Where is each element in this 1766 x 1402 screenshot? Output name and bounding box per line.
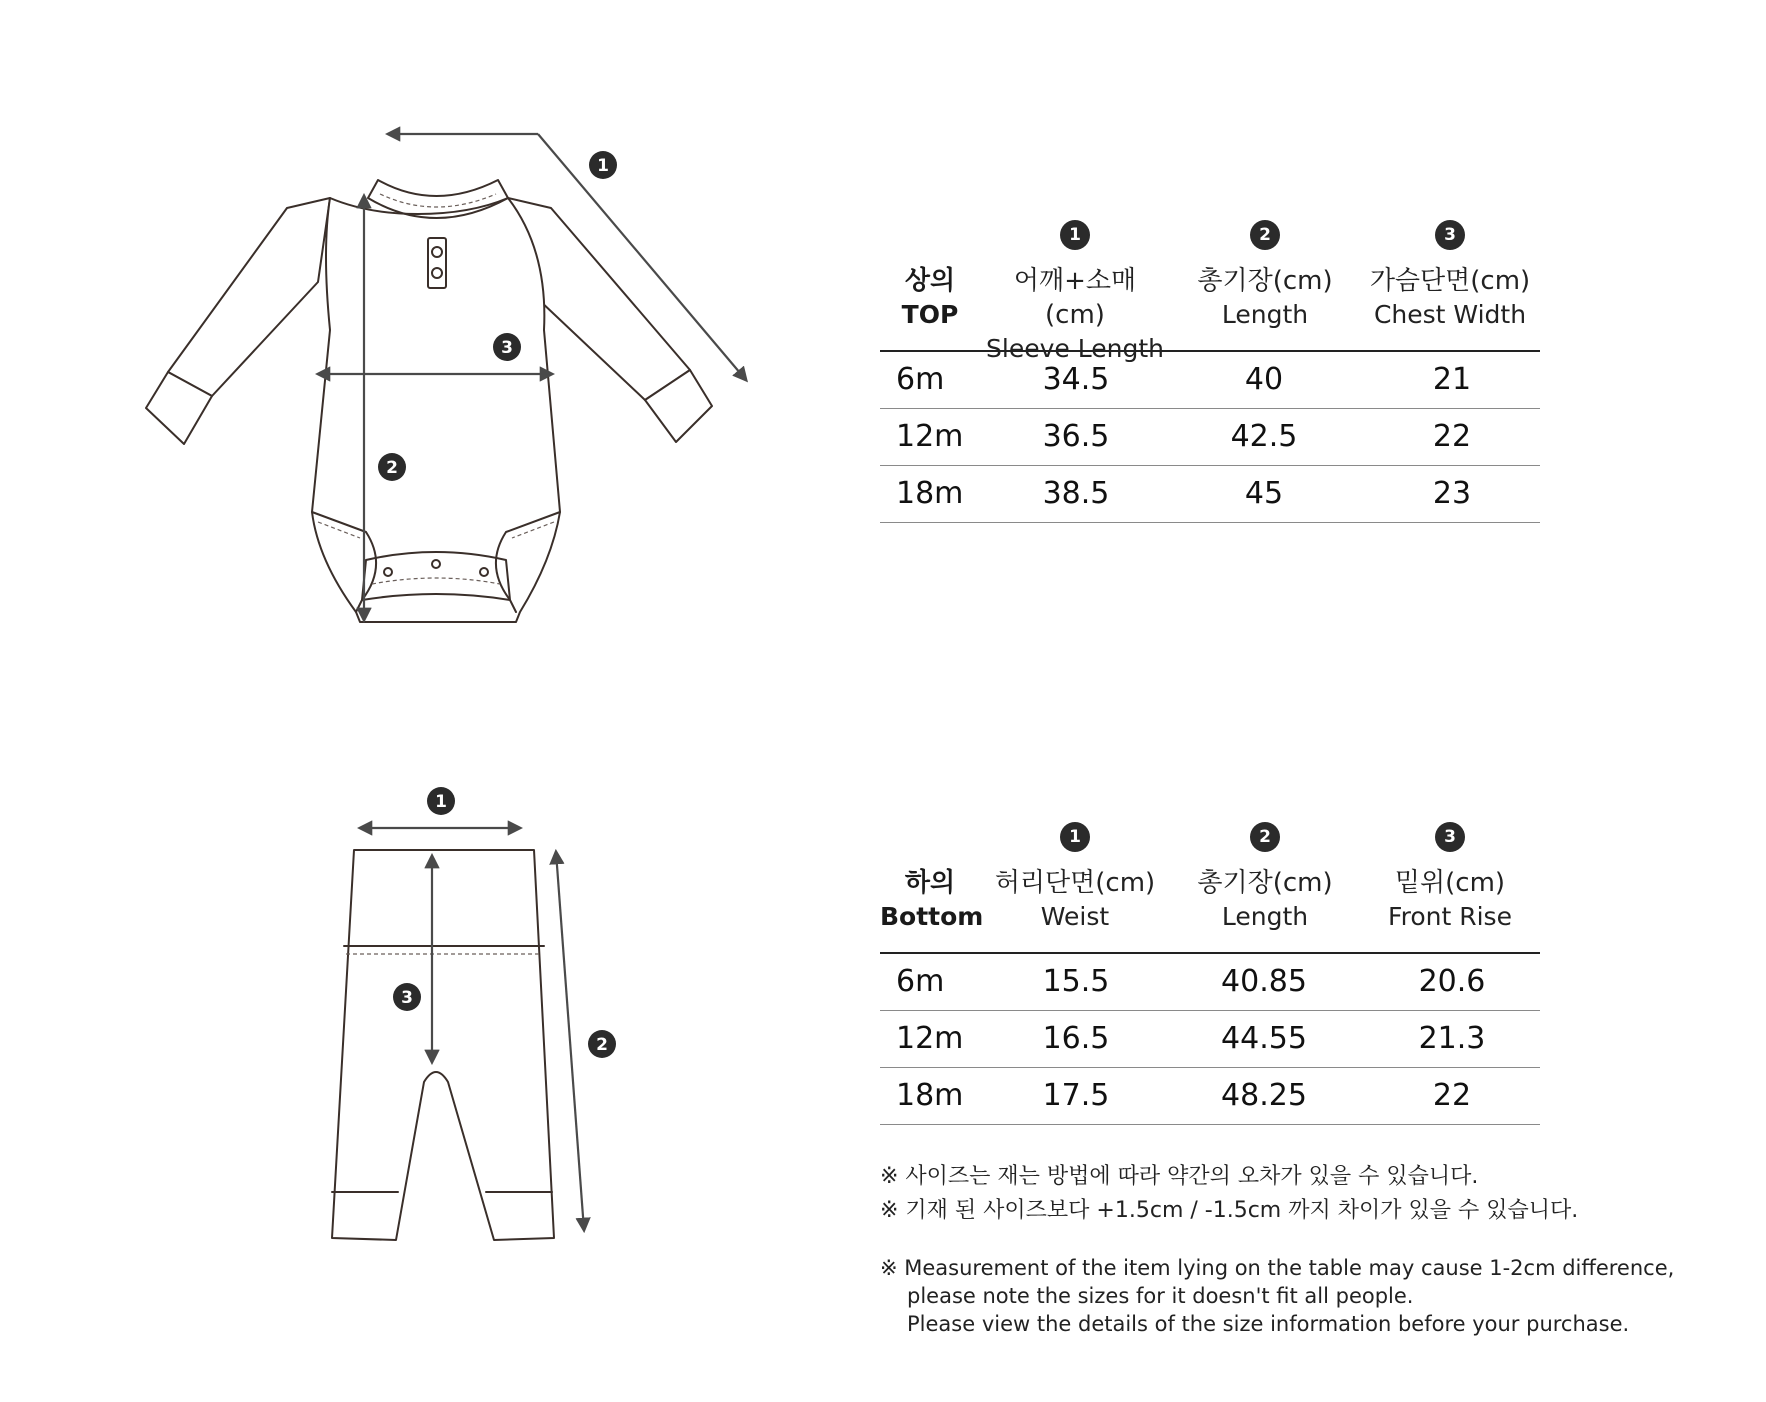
top-chest-badge — [493, 333, 521, 361]
top-col-sleeve: 1 어깨+소매(cm) Sleeve Length — [985, 220, 1165, 366]
table-row: 12m 16.5 44.55 21.3 — [880, 1011, 1540, 1068]
table-row: 18m 38.5 45 23 — [880, 466, 1540, 523]
note-line: ※ 사이즈는 재는 방법에 따라 약간의 오차가 있을 수 있습니다. — [880, 1164, 1479, 1189]
bottom-table-header — [880, 822, 1540, 952]
note-line: ※ Measurement of the item lying on the table may cause 1-2cm difference, — [880, 1256, 1675, 1280]
svg-text:1: 1 — [435, 792, 447, 812]
bottom-table-body — [880, 952, 1540, 1125]
svg-text:2: 2 — [596, 1035, 608, 1055]
bottom-col-rise: 3 밑위(cm) Front Rise — [1360, 822, 1540, 934]
table-row: 6m 15.5 40.85 20.6 — [880, 954, 1540, 1011]
note-line: please note the sizes for it doesn't fit all people. — [907, 1284, 1414, 1308]
top-length-badge — [378, 453, 406, 481]
svg-text:3: 3 — [401, 988, 413, 1008]
note-line: Please view the details of the size information before your purchase. — [907, 1312, 1630, 1336]
bottom-rise-badge — [393, 983, 421, 1011]
table-row: 12m 36.5 42.5 22 — [880, 409, 1540, 466]
size-notes-korean — [880, 1160, 1578, 1228]
top-table-header — [880, 220, 1540, 363]
bottom-length-badge — [588, 1030, 616, 1058]
top-col-chest: 3 가슴단면(cm) Chest Width — [1360, 220, 1540, 332]
garment-diagrams — [0, 0, 880, 1402]
top-size-table — [880, 220, 1540, 523]
note-line: ※ 기재 된 사이즈보다 +1.5cm / -1.5cm 까지 차이가 있을 수 있습니다. — [880, 1198, 1579, 1223]
bottom-size-table — [880, 822, 1540, 1125]
pants-illustration — [332, 850, 554, 1240]
svg-text:1: 1 — [597, 156, 609, 176]
bottom-waist-badge — [427, 787, 455, 815]
bottom-category-label: 하의 Bottom — [880, 868, 984, 931]
bodysuit-illustration — [146, 180, 712, 622]
bottom-col-waist: 1 허리단면(cm) Weist — [985, 822, 1165, 934]
bottom-col-length: 2 총기장(cm) Length — [1180, 822, 1350, 934]
table-row: 6m 34.5 40 21 — [880, 352, 1540, 409]
svg-text:2: 2 — [386, 458, 398, 478]
table-row: 18m 17.5 48.25 22 — [880, 1068, 1540, 1125]
top-table-body — [880, 350, 1540, 523]
svg-text:3: 3 — [501, 338, 513, 358]
top-col-length: 2 총기장(cm) Length — [1180, 220, 1350, 332]
size-notes-english — [880, 1254, 1674, 1338]
top-category-label: 상의 TOP — [901, 266, 959, 329]
top-sleeve-badge — [589, 151, 617, 179]
bottom-length-measure-line — [556, 852, 584, 1230]
